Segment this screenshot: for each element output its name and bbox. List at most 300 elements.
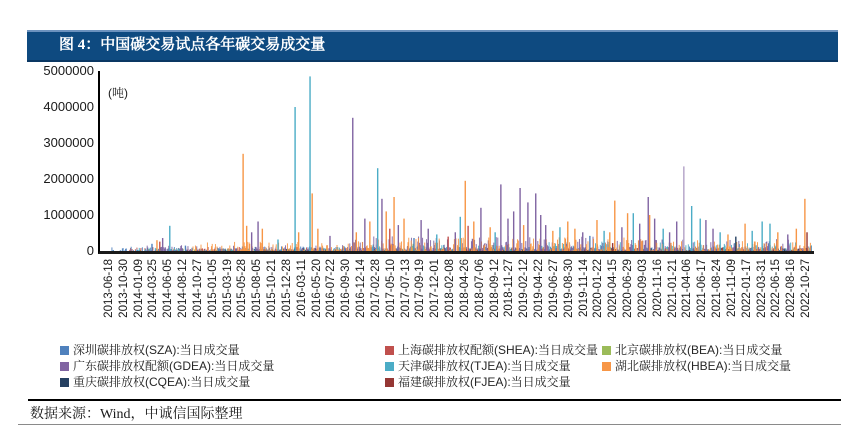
bar-peak-hbea xyxy=(465,181,466,251)
bar-hbea xyxy=(198,250,199,251)
bar-peak-tjea xyxy=(761,221,762,251)
bar-hbea xyxy=(366,246,367,251)
legend-label: 广东碳排放权配额(GDEA):当日成交量 xyxy=(73,359,275,373)
bar-hbea xyxy=(304,249,305,251)
bar-gdea xyxy=(798,250,799,251)
bar-hbea xyxy=(207,242,208,251)
bar-hbea xyxy=(518,241,519,251)
bar-hbea xyxy=(337,245,338,251)
bar-hbea xyxy=(607,247,608,251)
bar-gdea xyxy=(172,247,173,251)
bar-hbea xyxy=(234,242,235,251)
bar-gdea xyxy=(161,247,162,251)
bar-hbea xyxy=(638,240,639,251)
bar-hbea xyxy=(401,241,402,251)
bar-tjea xyxy=(724,244,725,251)
x-axis-tick-label: 2016-03-11 xyxy=(295,259,308,317)
bar-hbea xyxy=(367,245,368,251)
bar-hbea xyxy=(564,238,565,251)
bar-peak-hbea xyxy=(317,229,318,251)
bar-peak-hbea xyxy=(393,197,394,251)
bar-hbea xyxy=(248,250,249,251)
bar-tjea xyxy=(149,249,150,251)
bar-hbea xyxy=(741,247,742,251)
bar-peak-gdea xyxy=(428,229,429,251)
bar-gdea xyxy=(665,246,666,251)
x-axis-tick-label: 2016-05-20 xyxy=(310,259,323,318)
bar-peak-sza xyxy=(151,244,152,251)
bar-hbea xyxy=(411,241,412,251)
bar-tjea xyxy=(595,243,596,251)
bar-hbea xyxy=(792,242,793,251)
bar-shea xyxy=(135,249,136,251)
bar-gdea xyxy=(521,243,522,251)
legend-swatch-bea xyxy=(602,346,611,355)
bar-hbea xyxy=(505,245,506,251)
bar-hbea xyxy=(341,249,342,251)
bar-hbea xyxy=(201,245,202,251)
bar-peak-shea xyxy=(389,229,390,251)
bar-hbea xyxy=(576,249,577,251)
bar-hbea xyxy=(748,249,749,251)
bar-peak-gdea xyxy=(654,219,655,251)
bar-hbea xyxy=(425,249,426,251)
bar-hbea xyxy=(703,245,704,251)
x-axis-tick-label: 2015-01-05 xyxy=(206,259,219,318)
bar-gdea xyxy=(433,241,434,251)
x-axis-tick-label: 2014-01-09 xyxy=(132,259,145,318)
bar-peak-hbea xyxy=(552,231,553,251)
bar-hbea xyxy=(293,250,294,251)
bar-gdea xyxy=(319,250,320,251)
bar-hbea xyxy=(710,248,711,251)
bar-peak-hbea xyxy=(311,193,312,251)
bar-gdea xyxy=(360,242,361,251)
bar-hbea xyxy=(499,246,500,251)
bar-peak-shea xyxy=(467,226,468,251)
x-axis-tick-label: 2016-12-14 xyxy=(355,259,368,318)
bar-hbea xyxy=(656,249,657,251)
bar-hbea xyxy=(726,248,727,251)
x-axis-tick-label: 2020-01-22 xyxy=(592,259,605,318)
bar-hbea xyxy=(273,250,274,251)
bar-gdea xyxy=(181,245,182,251)
bar-hbea xyxy=(543,247,544,251)
x-axis-tick-label: 2018-04-26 xyxy=(458,259,471,318)
bar-gdea xyxy=(209,250,210,251)
x-axis-tick-label: 2015-12-28 xyxy=(280,259,293,318)
bar-gdea xyxy=(768,243,769,251)
y-axis-tick-label: 0 xyxy=(86,243,94,258)
x-axis-tick-label: 2021-11-09 xyxy=(725,259,738,317)
bar-hbea xyxy=(238,250,239,251)
bar-peak-tjea xyxy=(719,232,720,251)
y-axis-unit-label: (吨) xyxy=(108,86,128,100)
bar-gdea xyxy=(189,250,190,251)
bar-gdea xyxy=(315,250,316,251)
bar-sza xyxy=(142,247,143,251)
bar-peak-hbea xyxy=(804,199,805,251)
bar-hbea xyxy=(326,245,327,251)
bar-peak-hbea xyxy=(627,213,628,251)
bar-gdea xyxy=(674,248,675,251)
figure-title-bar xyxy=(27,30,838,62)
bar-hbea xyxy=(476,250,477,251)
bar-sza xyxy=(133,250,134,251)
bar-peak-fjea xyxy=(612,243,613,251)
x-axis-tick-label: 2020-04-15 xyxy=(607,259,620,318)
x-axis-tick-label: 2014-06-05 xyxy=(162,259,175,318)
bar-hbea xyxy=(628,243,629,251)
bar-sza xyxy=(124,250,125,251)
bar-hbea xyxy=(695,246,696,251)
bar-tjea xyxy=(510,249,511,251)
bar-hbea xyxy=(440,250,441,251)
bar-peak-gdea xyxy=(480,208,481,251)
x-axis-tick-label: 2021-01-21 xyxy=(666,259,679,318)
bar-gdea xyxy=(547,245,548,251)
bar-hbea xyxy=(566,246,567,251)
bar-gdea xyxy=(646,240,647,251)
legend-swatch-tjea xyxy=(385,362,394,371)
bar-hbea xyxy=(211,246,212,251)
bar-hbea xyxy=(212,244,213,251)
legend-label: 上海碳排放权配额(SHEA):当日成交量 xyxy=(398,343,599,357)
bar-hbea xyxy=(249,244,250,251)
bar-hbea xyxy=(485,250,486,251)
bar-gdea xyxy=(147,246,148,251)
bar-peak-tjea xyxy=(700,219,701,251)
bar-gdea xyxy=(359,247,360,251)
bar-peak-gdea xyxy=(257,221,258,251)
bar-hbea xyxy=(554,243,555,251)
legend-item-hbea xyxy=(602,360,791,373)
bar-peak-tjea xyxy=(751,231,752,251)
bar-hbea xyxy=(420,245,421,251)
bar-peak-hbea xyxy=(242,154,243,251)
bar-hbea xyxy=(498,249,499,251)
bar-peak-gdea xyxy=(420,220,421,251)
bar-gdea xyxy=(548,246,549,251)
bar-hbea xyxy=(348,244,349,251)
figure-title: 图 4：中国碳交易试点各年碳交易成交量 xyxy=(59,37,326,53)
bar-hbea xyxy=(672,250,673,251)
bar-hbea xyxy=(493,249,494,251)
bar-hbea xyxy=(322,246,323,251)
bar-hbea xyxy=(196,248,197,251)
x-axis-tick-label: 2019-08-30 xyxy=(562,259,575,318)
bar-hbea xyxy=(463,238,464,251)
bar-gdea xyxy=(556,248,557,251)
bar-gdea xyxy=(541,249,542,251)
bar-peak-hbea xyxy=(156,240,157,251)
bar-hbea xyxy=(532,246,533,251)
bar-hbea xyxy=(472,248,473,251)
bar-hbea xyxy=(486,250,487,251)
bar-peak-tjea xyxy=(460,217,461,251)
bar-gdea xyxy=(476,244,477,251)
bar-gdea xyxy=(197,250,198,251)
legend-label: 天津碳排放权(TJEA):当日成交量 xyxy=(398,359,571,373)
bar-gdea xyxy=(750,249,751,251)
bar-hbea xyxy=(241,250,242,251)
bar-peak-gdea xyxy=(712,229,713,251)
x-axis-tick-label: 2020-09-03 xyxy=(636,259,649,318)
x-axis-tick-label: 2019-04-22 xyxy=(533,259,546,318)
legend-item-bea xyxy=(602,344,782,357)
bar-peak-tjea xyxy=(633,213,634,251)
bar-hbea xyxy=(324,250,325,251)
bar-peak-tjea xyxy=(691,206,692,251)
bar-gdea xyxy=(224,249,225,251)
x-axis-tick-label: 2015-05-28 xyxy=(236,259,249,318)
bar-gdea xyxy=(716,249,717,251)
bar-shea xyxy=(202,248,203,251)
bar-hbea xyxy=(564,250,565,251)
bar-hbea xyxy=(616,248,617,251)
y-axis-tick-label: 4000000 xyxy=(43,99,94,114)
bar-hbea xyxy=(271,249,272,251)
x-axis-tick-label: 2013-10-30 xyxy=(117,259,130,318)
bar-sza xyxy=(123,248,124,251)
bar-tjea xyxy=(423,245,424,251)
legend-item-shea xyxy=(385,344,598,357)
bar-tjea xyxy=(139,248,140,251)
chart-plot-area xyxy=(100,71,812,251)
bar-hbea xyxy=(642,241,643,251)
bar-gdea xyxy=(307,249,308,251)
bar-peak-hbea xyxy=(262,229,263,251)
bar-peak-hbea xyxy=(614,201,615,251)
bar-hbea xyxy=(679,245,680,251)
bar-hbea xyxy=(586,244,587,251)
bar-gdea xyxy=(345,247,346,251)
bar-hbea xyxy=(391,244,392,251)
bar-gdea xyxy=(680,246,681,251)
bar-fjea xyxy=(503,250,504,251)
bar-hbea xyxy=(653,250,654,251)
bar-hbea xyxy=(253,250,254,251)
footer-divider-top xyxy=(28,399,841,401)
bar-gdea xyxy=(320,248,321,251)
bar-gdea xyxy=(164,249,165,251)
bar-hbea xyxy=(430,247,431,251)
bar-hbea xyxy=(451,250,452,251)
bar-hbea xyxy=(418,238,419,251)
bar-tjea xyxy=(226,250,227,251)
bar-fjea xyxy=(689,250,690,251)
bar-hbea xyxy=(608,239,609,251)
bar-tjea xyxy=(373,245,374,251)
bar-hbea xyxy=(241,249,242,251)
bar-tjea xyxy=(685,245,686,251)
bar-hbea xyxy=(368,248,369,251)
bar-hbea xyxy=(296,244,297,251)
bar-hbea xyxy=(340,249,341,251)
x-axis-tick-label: 2019-06-27 xyxy=(547,259,560,318)
bar-sza xyxy=(173,250,174,251)
bar-peak-hbea xyxy=(567,221,568,251)
bar-sza xyxy=(113,250,114,251)
bar-hbea xyxy=(228,248,229,251)
bar-peak-hbea xyxy=(777,232,778,251)
plot-frame xyxy=(98,71,814,254)
legend-swatch-cqea xyxy=(60,378,69,387)
bar-hbea xyxy=(704,250,705,251)
bar-hbea xyxy=(538,244,539,251)
bar-hbea xyxy=(261,243,262,251)
legend-swatch-gdea xyxy=(60,362,69,371)
bar-tjea xyxy=(145,249,146,251)
bar-peak-gdea xyxy=(705,220,706,251)
bar-hbea xyxy=(435,243,436,251)
bar-hbea xyxy=(755,242,756,251)
bar-gdea xyxy=(220,247,221,251)
bar-hbea xyxy=(591,249,592,251)
bar-hbea xyxy=(426,250,427,251)
x-axis-tick-label: 2015-03-19 xyxy=(221,259,234,318)
bar-hbea xyxy=(626,240,627,251)
bar-cqea xyxy=(587,251,588,252)
bar-hbea xyxy=(636,250,637,251)
bar-hbea xyxy=(723,249,724,251)
bar-gdea xyxy=(373,236,374,251)
legend-swatch-fjea xyxy=(385,378,394,387)
bar-peak-hbea xyxy=(298,232,299,251)
bar-gdea xyxy=(422,238,423,251)
bar-hbea xyxy=(808,248,809,251)
legend-swatch-hbea xyxy=(602,362,611,371)
bar-hbea xyxy=(660,250,661,251)
bar-hbea xyxy=(640,239,641,251)
bar-hbea xyxy=(775,249,776,251)
bar-hbea xyxy=(598,250,599,251)
bar-peak-tjea xyxy=(294,107,295,251)
bar-hbea xyxy=(273,244,274,251)
bar-hbea xyxy=(667,249,668,251)
bar-tjea xyxy=(254,250,255,251)
bar-hbea xyxy=(754,241,755,251)
bar-hbea xyxy=(488,238,489,251)
bar-gdea xyxy=(148,250,149,251)
bar-hbea xyxy=(636,245,637,251)
bar-gdea xyxy=(176,250,177,251)
bar-gdea xyxy=(354,242,355,251)
bar-peak-sza xyxy=(185,246,186,251)
x-axis-tick-label: 2015-08-05 xyxy=(251,259,264,318)
bar-hbea xyxy=(715,247,716,251)
x-axis-tick-label: 2022-08-16 xyxy=(785,259,798,318)
x-axis-tick-label: 2020-06-29 xyxy=(622,259,635,318)
bar-hbea xyxy=(530,244,531,251)
bar-tjea xyxy=(549,242,550,251)
bar-hbea xyxy=(269,243,270,251)
bar-tjea xyxy=(372,247,373,251)
x-axis-tick-label: 2017-12-01 xyxy=(429,259,442,318)
bar-peak-cqea xyxy=(735,237,736,251)
bar-hbea xyxy=(282,247,283,252)
bar-tjea xyxy=(379,246,380,251)
bar-gdea xyxy=(734,243,735,251)
x-axis-tick-label: 2018-11-27 xyxy=(503,259,516,317)
bar-hbea xyxy=(292,243,293,251)
bar-hbea xyxy=(531,243,532,251)
bar-hbea xyxy=(484,245,485,251)
bar-hbea xyxy=(641,241,642,251)
bar-gdea xyxy=(758,247,759,251)
bar-hbea xyxy=(737,250,738,251)
bar-hbea xyxy=(240,250,241,251)
bar-hbea xyxy=(217,247,218,251)
bar-hbea xyxy=(213,249,214,251)
bar-hbea xyxy=(419,250,420,251)
bar-tjea xyxy=(136,249,137,251)
bar-hbea xyxy=(334,249,335,251)
bar-sza xyxy=(122,248,123,251)
bar-hbea xyxy=(656,243,657,251)
bar-peak-hbea xyxy=(369,221,370,251)
bar-shea xyxy=(140,248,141,251)
bar-cqea xyxy=(784,248,785,251)
bar-hbea xyxy=(351,246,352,251)
bar-hbea xyxy=(772,248,773,251)
bar-gdea xyxy=(350,247,351,251)
bar-hbea xyxy=(740,249,741,251)
bar-tjea xyxy=(138,250,139,251)
bar-gdea xyxy=(285,245,286,251)
bar-hbea xyxy=(471,250,472,251)
legend-label: 重庆碳排放权(CQEA):当日成交量 xyxy=(73,375,251,389)
bar-peak-tjea xyxy=(494,232,495,251)
x-axis-tick-label: 2017-07-13 xyxy=(399,259,412,318)
bar-hbea xyxy=(260,242,261,251)
bar-hbea xyxy=(484,246,485,251)
bar-tjea xyxy=(725,246,726,252)
bar-gdea xyxy=(525,241,526,251)
bar-hbea xyxy=(431,246,432,251)
bar-peak-hbea xyxy=(246,226,247,251)
legend-item-tjea xyxy=(385,360,571,373)
bar-hbea xyxy=(195,246,196,251)
bar-hbea xyxy=(608,247,609,251)
bar-hbea xyxy=(708,249,709,251)
bar-hbea xyxy=(249,242,250,251)
y-axis-tick-label: 2000000 xyxy=(43,171,94,186)
bar-gdea xyxy=(644,245,645,251)
bar-peak-tjea xyxy=(662,229,663,251)
bar-peak-hbea xyxy=(727,234,728,251)
bar-hbea xyxy=(276,244,277,251)
x-axis-tick-label: 2016-09-30 xyxy=(340,259,353,318)
bar-peak-fjea xyxy=(806,232,807,251)
x-axis-tick-label: 2014-10-27 xyxy=(191,259,204,318)
bar-hbea xyxy=(358,241,359,251)
bar-gdea xyxy=(782,244,783,251)
bar-peak-tjea xyxy=(377,168,378,251)
bar-tjea xyxy=(344,246,345,251)
bar-gdea xyxy=(658,247,659,251)
bar-hbea xyxy=(732,248,733,251)
bar-hbea xyxy=(443,248,444,252)
bar-sza xyxy=(300,247,301,251)
bar-hbea xyxy=(303,250,304,251)
bar-gdea xyxy=(668,250,669,251)
bar-hbea xyxy=(450,249,451,251)
bar-hbea xyxy=(229,245,230,251)
bar-hbea xyxy=(287,243,288,251)
bar-peak-tjea xyxy=(169,226,170,251)
bar-hbea xyxy=(321,243,322,251)
